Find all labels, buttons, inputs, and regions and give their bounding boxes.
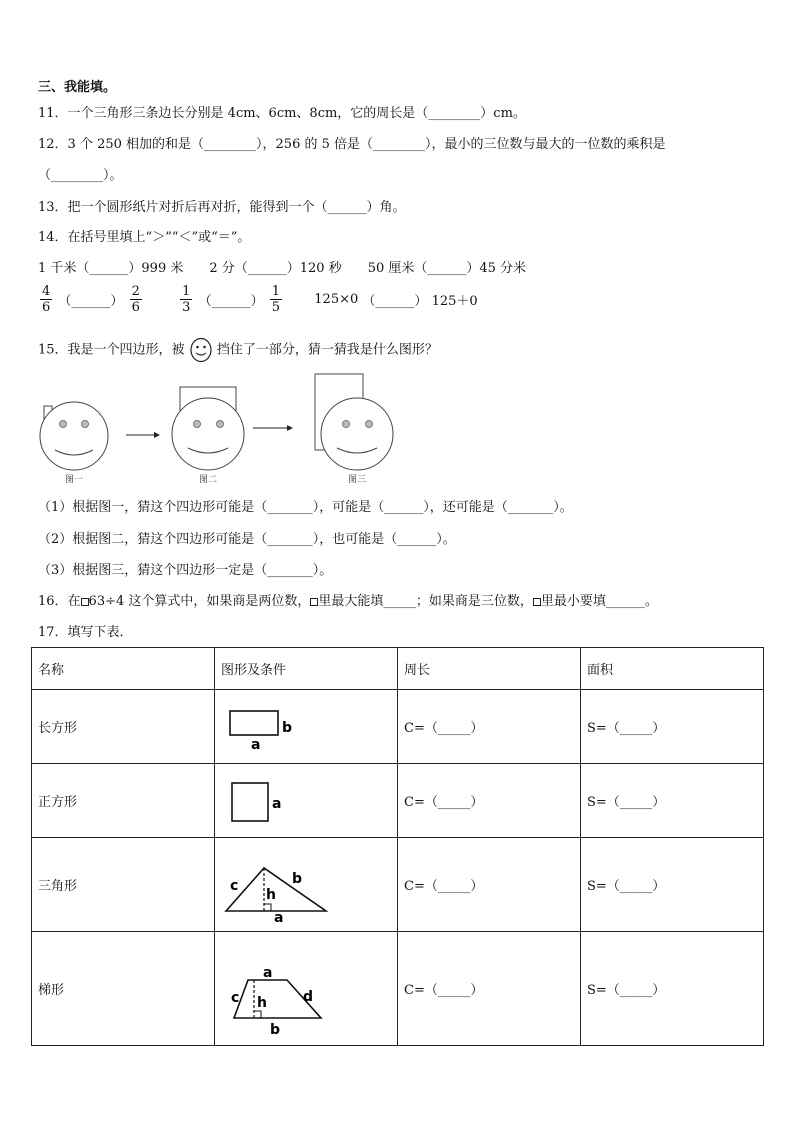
perimeter-cell: C=（_____） [398, 932, 581, 1046]
table-row [32, 764, 764, 838]
perimeter-cell: C=（_____） [398, 690, 581, 764]
shape-figure-cell [215, 932, 398, 1046]
shape-figure-cell [215, 764, 398, 838]
blank: （______） [58, 294, 124, 309]
smiley-icon [189, 337, 213, 363]
perimeter-cell: C=（_____） [398, 838, 581, 932]
svg-text:h: h [266, 886, 276, 903]
trapezoid-figure [215, 934, 398, 1044]
area-cell: S=（_____） [581, 838, 764, 932]
table-row [32, 932, 764, 1046]
area-cell: S=（_____） [581, 690, 764, 764]
question-15-part2: （2）根据图二，猜这个四边形可能是（_______），也可能是（______）。 [38, 532, 456, 547]
question-11: 11．一个三角形三条边长分别是 4cm、6cm、8cm，它的周长是（________）cm。 [38, 106, 526, 121]
figure-3-label: 图三 [347, 475, 367, 485]
area-cell: S=（_____） [581, 764, 764, 838]
shape-name: 三角形 [32, 838, 215, 932]
table-row [32, 690, 764, 764]
question-15-part1: （1）根据图一，猜这个四边形可能是（_______），可能是（______），还可能是（_______）。 [38, 500, 573, 515]
question-14-row2 [38, 284, 478, 315]
question-12-line1: 12．3 个 250 相加的和是（________），256 的 5 倍是（________），最小的三位数与最大的一位数的乘积是 [38, 137, 666, 152]
perimeter-cell: C=（_____） [398, 764, 581, 838]
shape-name: 正方形 [32, 764, 215, 838]
figure-1-label: 图一 [64, 475, 84, 485]
question-17: 17．填写下表． [38, 625, 133, 640]
svg-text:a: a [274, 909, 284, 926]
small-box-icon [81, 598, 89, 606]
question-15: 15．我是一个四边形，被 挡住了一部分，猜一猜我是什么图形？ [38, 337, 438, 363]
table-header-row [32, 648, 764, 690]
blank: （______） [198, 294, 264, 309]
svg-text:a: a [263, 964, 273, 981]
svg-text:b: b [282, 719, 293, 736]
svg-text:d: d [303, 988, 314, 1005]
area-cell: S=（_____） [581, 932, 764, 1046]
fraction: $\frac{4}{6}$ [42, 284, 51, 315]
shape-figure-cell [215, 690, 398, 764]
figure-3 [315, 374, 393, 470]
svg-text:b: b [270, 1021, 281, 1038]
fraction: $\frac{1}{5}$ [271, 284, 280, 315]
table-header: 名称 [32, 648, 215, 690]
shape-name: 梯形 [32, 932, 215, 1046]
question-16: 16．在 63÷4 这个算式中，如果商是两位数， 里最大能填_____；如果商是三位数， 里最小要填______。 [38, 594, 658, 609]
question-14-row1: 1 千米（______）999 米 2 分（______）120 秒 50 厘米（______）45 分米 [38, 261, 527, 276]
quadrilateral-figures [30, 368, 410, 488]
svg-text:b: b [292, 870, 303, 887]
question-12-line2: （________）。 [38, 168, 123, 183]
shape-table [31, 647, 764, 1046]
svg-text:c: c [230, 877, 239, 894]
arrow-icon [253, 425, 293, 431]
fraction: $\frac{1}{3}$ [182, 284, 191, 315]
table-row [32, 838, 764, 932]
small-box-icon [533, 598, 541, 606]
triangle-figure [215, 840, 398, 930]
expression-left: 125×0 [314, 292, 359, 307]
expression-right: 125＋0 [431, 294, 478, 309]
figure-1 [40, 402, 108, 470]
blank: （______） [362, 294, 428, 309]
section-title: 三、我能填。 [38, 80, 117, 95]
rectangle-figure [215, 692, 398, 762]
shape-name: 长方形 [32, 690, 215, 764]
arrow-icon [126, 432, 160, 438]
square-figure [215, 766, 398, 836]
table-header: 面积 [581, 648, 764, 690]
figure-2 [172, 387, 244, 470]
table-header: 周长 [398, 648, 581, 690]
svg-text:a: a [272, 795, 282, 812]
fraction: $\frac{2}{6}$ [131, 284, 140, 315]
question-14: 14．在括号里填上“＞”“＜”或“＝”。 [38, 230, 251, 245]
svg-text:h: h [257, 994, 267, 1011]
question-15-part3: （3）根据图三，猜这个四边形一定是（_______）。 [38, 563, 333, 578]
svg-text:a: a [251, 736, 261, 753]
svg-text:c: c [231, 989, 240, 1006]
shape-figure-cell [215, 838, 398, 932]
table-header: 图形及条件 [215, 648, 398, 690]
question-13: 13．把一个圆形纸片对折后再对折，能得到一个（______）角。 [38, 200, 406, 215]
figure-2-label: 图二 [198, 475, 218, 485]
